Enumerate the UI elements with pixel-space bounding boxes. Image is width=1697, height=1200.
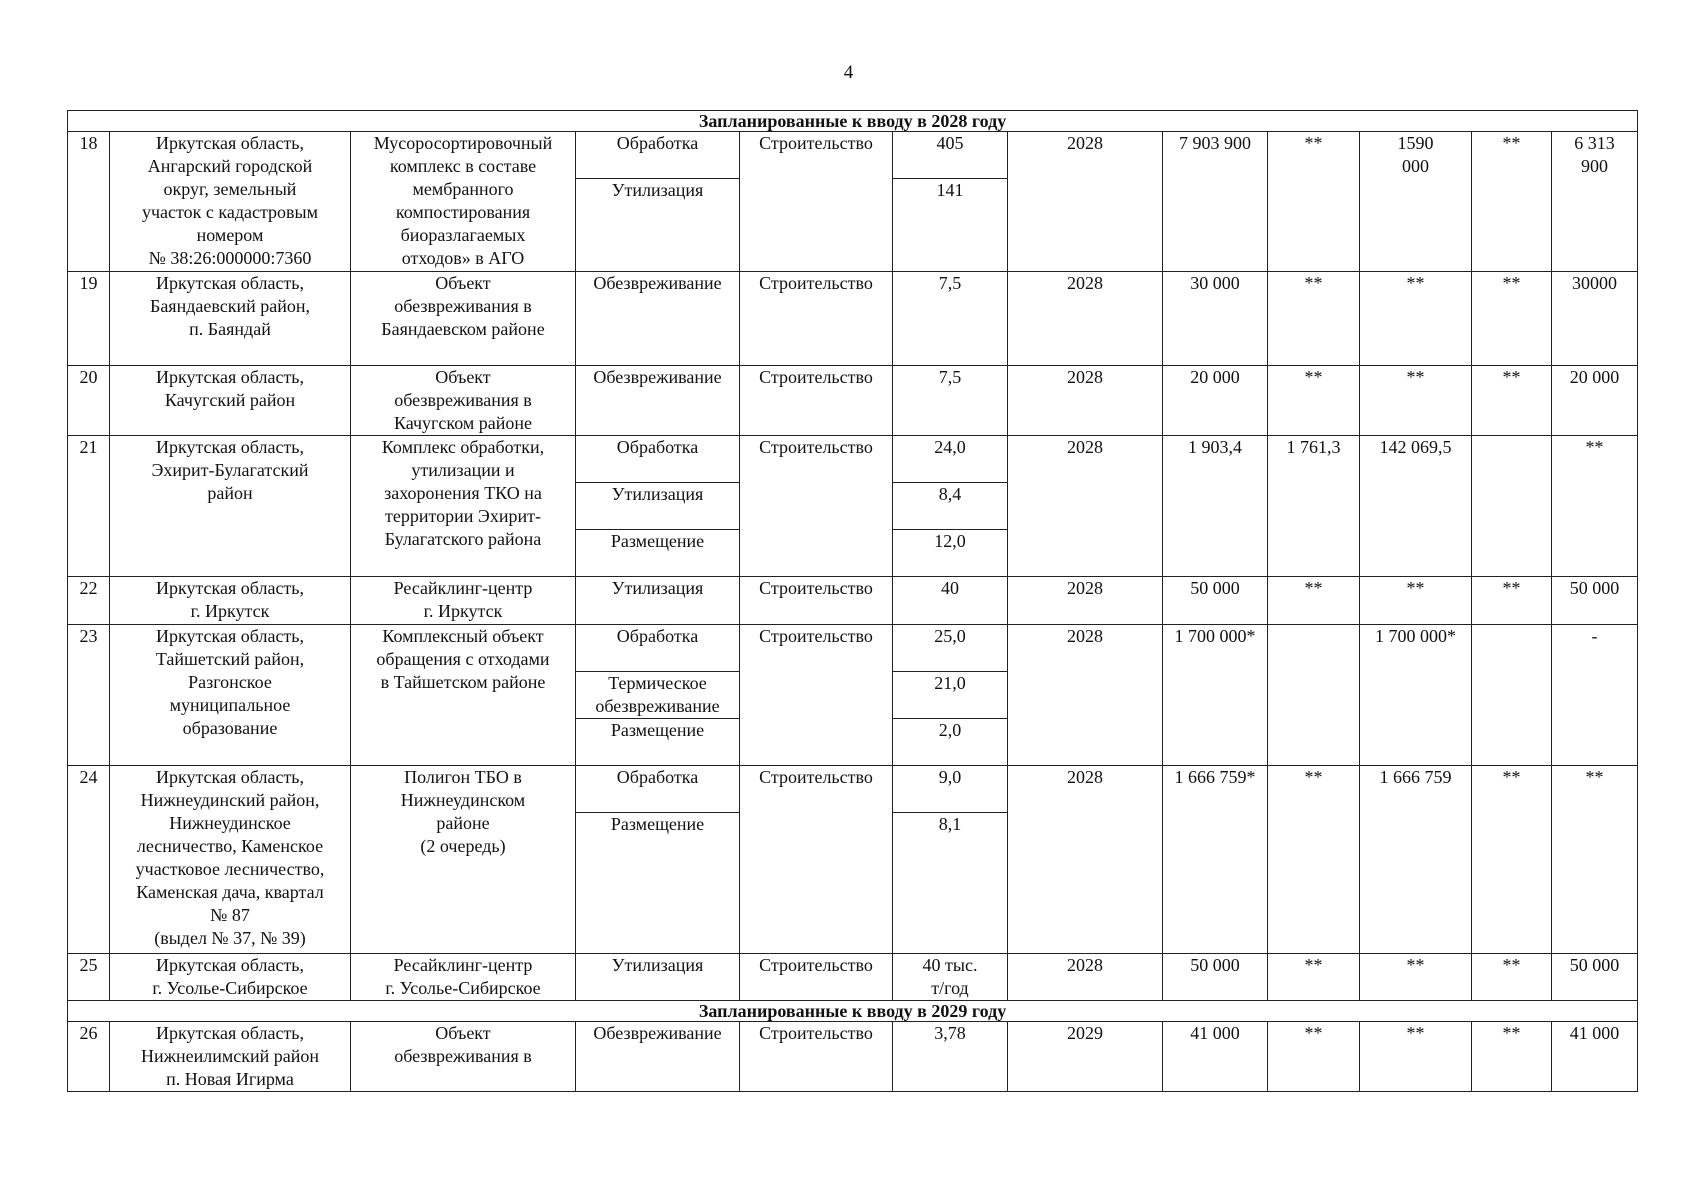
operation-cell: Обработка	[576, 766, 740, 813]
row-number: 23	[68, 625, 110, 766]
operation-cell: Обезвреживание	[576, 366, 740, 436]
row-number: 25	[68, 954, 110, 1001]
table-row	[68, 132, 1638, 179]
capacity-cell: 40 тыс. т/год	[893, 954, 1008, 1001]
capacity-cell: 21,0	[893, 672, 1008, 719]
funding-cell: **	[1360, 577, 1472, 625]
year-cell: 2028	[1008, 577, 1163, 625]
funding-cell: **	[1360, 954, 1472, 1001]
funding-cell: **	[1268, 132, 1360, 272]
year-cell: 2028	[1008, 436, 1163, 577]
object-cell: Объект обезвреживания в Баяндаевском районе	[351, 272, 576, 366]
work-type-cell: Строительство	[740, 625, 893, 766]
row-number: 26	[68, 1022, 110, 1092]
table-row	[68, 366, 1638, 436]
year-cell: 2028	[1008, 132, 1163, 272]
operation-cell: Обработка	[576, 436, 740, 483]
total-cost-cell: 7 903 900	[1163, 132, 1268, 272]
funding-cell: 142 069,5	[1360, 436, 1472, 577]
object-cell: Объект обезвреживания в Качугском районе	[351, 366, 576, 436]
funding-cell: 20 000	[1552, 366, 1638, 436]
operation-cell: Размещение	[576, 813, 740, 954]
capacity-cell: 2,0	[893, 719, 1008, 766]
operation-cell: Термическое обезвреживание	[576, 672, 740, 719]
capacity-cell: 7,5	[893, 272, 1008, 366]
location-cell: Иркутская область, Ангарский городской округ, земельный участок с кадастровым номером № 38:26:000000:7360	[110, 132, 351, 272]
capacity-cell: 8,4	[893, 483, 1008, 530]
facilities-table	[67, 110, 1638, 1092]
year-cell: 2028	[1008, 366, 1163, 436]
operation-cell: Обезвреживание	[576, 1022, 740, 1092]
work-type-cell: Строительство	[740, 577, 893, 625]
object-cell: Ресайклинг-центр г. Усолье-Сибирское	[351, 954, 576, 1001]
table-row	[68, 625, 1638, 672]
location-cell: Иркутская область, Баяндаевский район, п. Баяндай	[110, 272, 351, 366]
funding-cell: 6 313 900	[1552, 132, 1638, 272]
work-type-cell: Строительство	[740, 954, 893, 1001]
funding-cell: 1 666 759	[1360, 766, 1472, 954]
funding-cell: **	[1472, 954, 1552, 1001]
year-cell: 2028	[1008, 766, 1163, 954]
funding-cell: **	[1360, 1022, 1472, 1092]
funding-cell: 1590 000	[1360, 132, 1472, 272]
section-header-row	[68, 111, 1638, 132]
table-row	[68, 954, 1638, 1001]
funding-cell: **	[1472, 766, 1552, 954]
row-number: 19	[68, 272, 110, 366]
object-cell: Комплекс обработки, утилизации и захоронения ТКО на территории Эхирит- Булагатского района	[351, 436, 576, 577]
funding-cell: 50 000	[1552, 954, 1638, 1001]
section-title-2029: Запланированные к вводу в 2029 году	[68, 1001, 1638, 1022]
total-cost-cell: 1 700 000*	[1163, 625, 1268, 766]
total-cost-cell: 20 000	[1163, 366, 1268, 436]
operation-cell: Обработка	[576, 132, 740, 179]
operation-cell: Утилизация	[576, 577, 740, 625]
capacity-cell: 25,0	[893, 625, 1008, 672]
row-number: 21	[68, 436, 110, 577]
funding-cell: **	[1268, 954, 1360, 1001]
location-cell: Иркутская область, Нижнеудинский район, Нижнеудинское лесничество, Каменское участковое лесничество, Каменская дача, квартал № 87 (выдел № 37, № 39)	[110, 766, 351, 954]
row-number: 20	[68, 366, 110, 436]
location-cell: Иркутская область, Нижнеилимский район п. Новая Игирма	[110, 1022, 351, 1092]
page-number: 4	[843, 62, 854, 83]
total-cost-cell: 30 000	[1163, 272, 1268, 366]
table-row	[68, 766, 1638, 813]
total-cost-cell: 41 000	[1163, 1022, 1268, 1092]
capacity-cell: 12,0	[893, 530, 1008, 577]
operation-cell: Размещение	[576, 530, 740, 577]
funding-cell: 41 000	[1552, 1022, 1638, 1092]
location-cell: Иркутская область, г. Иркутск	[110, 577, 351, 625]
capacity-cell: 8,1	[893, 813, 1008, 954]
row-number: 22	[68, 577, 110, 625]
location-cell: Иркутская область, г. Усолье-Сибирское	[110, 954, 351, 1001]
operation-cell: Утилизация	[576, 954, 740, 1001]
object-cell: Ресайклинг-центр г. Иркутск	[351, 577, 576, 625]
total-cost-cell: 50 000	[1163, 954, 1268, 1001]
funding-cell: **	[1472, 366, 1552, 436]
location-cell: Иркутская область, Качугский район	[110, 366, 351, 436]
location-cell: Иркутская область, Эхирит-Булагатский район	[110, 436, 351, 577]
work-type-cell: Строительство	[740, 436, 893, 577]
year-cell: 2028	[1008, 954, 1163, 1001]
funding-cell	[1472, 625, 1552, 766]
total-cost-cell: 1 666 759*	[1163, 766, 1268, 954]
row-number: 24	[68, 766, 110, 954]
operation-cell: Утилизация	[576, 483, 740, 530]
capacity-cell: 24,0	[893, 436, 1008, 483]
capacity-cell: 9,0	[893, 766, 1008, 813]
funding-cell: -	[1552, 625, 1638, 766]
capacity-cell: 7,5	[893, 366, 1008, 436]
work-type-cell: Строительство	[740, 366, 893, 436]
capacity-cell: 40	[893, 577, 1008, 625]
total-cost-cell: 1 903,4	[1163, 436, 1268, 577]
funding-cell: 30000	[1552, 272, 1638, 366]
operation-cell: Утилизация	[576, 179, 740, 272]
funding-cell	[1268, 625, 1360, 766]
object-cell: Комплексный объект обращения с отходами в Тайшетском районе	[351, 625, 576, 766]
location-cell: Иркутская область, Тайшетский район, Разгонское муниципальное образование	[110, 625, 351, 766]
work-type-cell: Строительство	[740, 766, 893, 954]
operation-cell: Обезвреживание	[576, 272, 740, 366]
funding-cell: **	[1472, 272, 1552, 366]
table-row	[68, 436, 1638, 483]
capacity-cell: 141	[893, 179, 1008, 272]
funding-cell: **	[1360, 272, 1472, 366]
year-cell: 2028	[1008, 272, 1163, 366]
total-cost-cell: 50 000	[1163, 577, 1268, 625]
work-type-cell: Строительство	[740, 272, 893, 366]
funding-cell: **	[1268, 272, 1360, 366]
funding-cell: 1 761,3	[1268, 436, 1360, 577]
funding-cell: 50 000	[1552, 577, 1638, 625]
funding-cell	[1472, 436, 1552, 577]
funding-cell: **	[1472, 1022, 1552, 1092]
object-cell: Мусоросортировочный комплекс в составе мембранного компостирования биоразлагаемых отходов» в АГО	[351, 132, 576, 272]
object-cell: Полигон ТБО в Нижнеудинском районе (2 очередь)	[351, 766, 576, 954]
funding-cell: **	[1472, 132, 1552, 272]
funding-cell: **	[1268, 1022, 1360, 1092]
year-cell: 2029	[1008, 1022, 1163, 1092]
operation-cell: Обработка	[576, 625, 740, 672]
funding-cell: **	[1552, 766, 1638, 954]
table-row	[68, 272, 1638, 366]
table-row	[68, 1022, 1638, 1092]
funding-cell: **	[1268, 577, 1360, 625]
funding-cell: **	[1360, 366, 1472, 436]
work-type-cell: Строительство	[740, 1022, 893, 1092]
operation-cell: Размещение	[576, 719, 740, 766]
funding-cell: 1 700 000*	[1360, 625, 1472, 766]
funding-cell: **	[1268, 366, 1360, 436]
year-cell: 2028	[1008, 625, 1163, 766]
table-row	[68, 577, 1638, 625]
capacity-cell: 3,78	[893, 1022, 1008, 1092]
funding-cell: **	[1472, 577, 1552, 625]
row-number: 18	[68, 132, 110, 272]
section-title-2028: Запланированные к вводу в 2028 году	[68, 111, 1638, 132]
object-cell: Объект обезвреживания в	[351, 1022, 576, 1092]
funding-cell: **	[1552, 436, 1638, 577]
work-type-cell: Строительство	[740, 132, 893, 272]
section-header-row	[68, 1001, 1638, 1022]
capacity-cell: 405	[893, 132, 1008, 179]
funding-cell: **	[1268, 766, 1360, 954]
